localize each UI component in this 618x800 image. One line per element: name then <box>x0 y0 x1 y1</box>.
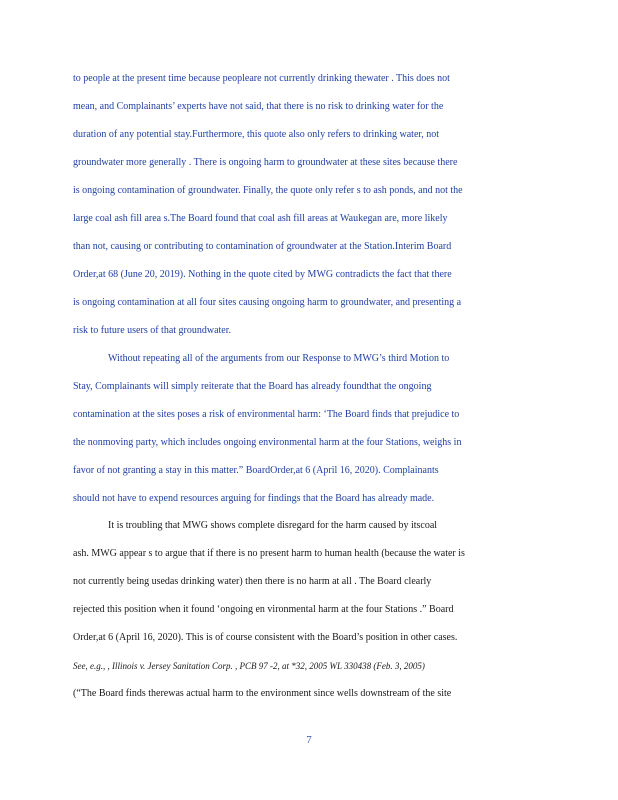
paragraph-first-line: It is troubling that MWG shows complete disregard for the harm caused by itscoal <box>108 520 438 531</box>
text-line: ash. MWG appear s to argue that if there is no present harm to human health (because the water is <box>73 548 465 559</box>
text-line: Order,at 6 (April 16, 2020). This is of course consistent with the Board’s position in other cases. <box>73 632 458 643</box>
text-line: the nonmoving party, which includes ongoing environmental harm at the four Stations, weighs in <box>73 437 462 448</box>
page-number: 7 <box>306 734 312 746</box>
text-line: large coal ash fill area s.The Board found that coal ash fill areas at Waukegan are, more likely <box>73 213 448 224</box>
text-line: not currently being usedas drinking water) then there is no harm at all . The Board clearly <box>73 576 432 587</box>
text-line: is ongoing contamination of groundwater. Finally, the quote only refer s to ash ponds, and not the <box>73 185 463 196</box>
text-line: risk to future users of that groundwater. <box>73 325 232 336</box>
text-line: contamination at the sites poses a risk of environmental harm: ‘The Board finds that prejudice to <box>73 409 460 420</box>
case-citation: See, e.g., , Illinois v. Jersey Sanitation Corp. , PCB 97 -2, at *32, 2005 WL 330438 (Feb. 3, 2005) <box>73 661 425 671</box>
paragraph-first-line: Without repeating all of the arguments from our Response to MWG’s third Motion to <box>108 353 450 364</box>
text-line: (“The Board finds therewas actual harm to the environment since wells downstream of the site <box>73 688 452 699</box>
text-line: mean, and Complainants’ experts have not said, that there is no risk to drinking water for the <box>73 101 444 112</box>
text-line: should not have to expend resources arguing for findings that the Board has already made. <box>73 493 435 504</box>
text-line: duration of any potential stay.Furthermore, this quote also only refers to drinking water, not <box>73 129 440 140</box>
text-line: than not, causing or contributing to contamination of groundwater at the Station.Interim Board <box>73 241 452 252</box>
text-line: rejected this position when it found ‘ongoing en vironmental harm at the four Stations .” Board <box>73 604 454 615</box>
text-line: Order,at 68 (June 20, 2019). Nothing in the quote cited by MWG contradicts the fact that there <box>73 269 452 280</box>
text-line: Stay, Complainants will simply reiterate that the Board has already foundthat the ongoing <box>73 381 432 392</box>
text-line: to people at the present time because peopleare not currently drinking thewater . This does not <box>73 73 450 84</box>
text-line: groundwater more generally . There is ongoing harm to groundwater at these sites because there <box>73 157 458 168</box>
text-line: is ongoing contamination at all four sites causing ongoing harm to groundwater, and presenting a <box>73 297 462 308</box>
text-line: favor of not granting a stay in this matter.” BoardOrder,at 6 (April 16, 2020). Complainants <box>73 465 439 476</box>
